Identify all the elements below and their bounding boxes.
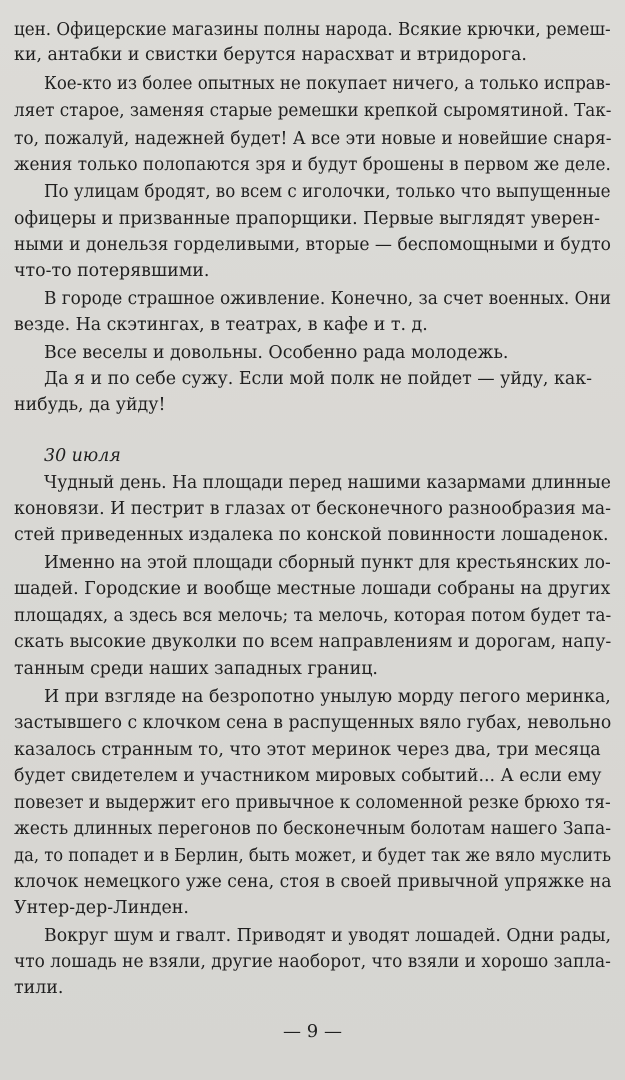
text-line: ными и донельзя горделивыми, вторые — беспомощными и будто	[14, 235, 611, 255]
text-line: тили.	[14, 978, 64, 998]
text-line: По улицам бродят, во всем с иголочки, только что выпущенные	[44, 182, 611, 202]
text-line: то, пожалуй, надежней будет! А все эти новые и новейшие снаря-	[14, 129, 612, 149]
text-line: Да я и по себе сужу. Если мой полк не пойдет — уйду, как-	[44, 369, 592, 389]
text-line: Унтер-дер-Линден.	[14, 898, 189, 918]
text-line: стей приведенных издалека по конской повинности лошаденок.	[14, 525, 609, 545]
text-line: повезет и выдержит его привычное к соломенной резке брюхо тя-	[14, 793, 611, 813]
text-line: В городе страшное оживление. Конечно, за счет военных. Они	[44, 289, 612, 309]
text-line: везде. На скэтингах, в театрах, в кафе и т. д.	[14, 315, 428, 335]
text-line: клочок немецкого уже сена, стоя в своей привычной упряжке на	[14, 872, 612, 892]
text-line: что-то потерявшими.	[14, 261, 210, 281]
text-line: шадей. Городские и вообще местные лошади собраны на других	[14, 579, 611, 599]
text-line: танным среди наших западных границ.	[14, 659, 378, 679]
text-line: ки, антабки и свистки берутся нарасхват и втридорога.	[14, 45, 527, 65]
text-line: Именно на этой площади сборный пункт для крестьянских ло-	[44, 553, 611, 573]
text-line: Все веселы и довольны. Особенно рада молодежь.	[44, 343, 509, 363]
text-line: Чудный день. На площади перед нашими казармами длинные	[44, 473, 611, 493]
text-line: да, то попадет и в Берлин, быть может, и будет так же вяло муслить	[14, 846, 611, 866]
text-line: Вокруг шум и гвалт. Приводят и уводят лошадей. Одни рады,	[44, 926, 612, 946]
text-line: площадях, а здесь вся мелочь; та мелочь, которая потом будет та-	[14, 606, 612, 626]
text-line: нибудь, да уйду!	[14, 395, 166, 415]
text-line: будет свидетелем и участником мировых событий... А если ему	[14, 766, 602, 786]
text-line: коновязи. И пестрит в глазах от бесконечного разнообразия ма-	[14, 499, 611, 519]
text-line: скать высокие двуколки по всем направлениям и дорогам, напу-	[14, 632, 612, 652]
text-line: жения только полопаются зря и будут брошены в первом же деле.	[14, 155, 611, 175]
text-line: ляет старое, заменяя старые ремешки крепкой сыромятиной. Так-	[14, 101, 612, 121]
text-line: офицеры и призванные прапорщики. Первые выглядят уверен-	[14, 209, 600, 229]
text-line: застывшего с клочком сена в распущенных вяло губах, невольно	[14, 713, 612, 733]
text-line: казалось странным то, что этот меринок через два, три месяца	[14, 740, 601, 760]
text-line: И при взгляде на безропотно унылую морду пегого меринка,	[44, 687, 611, 707]
text-line: жесть длинных перегонов по бесконечным болотам нашего Запа-	[14, 819, 611, 839]
text-line: Кое-кто из более опытных не покупает ничего, а только исправ-	[44, 74, 611, 94]
text-line: цен. Офицерские магазины полны народа. Всякие крючки, ремеш-	[14, 20, 611, 40]
date-heading: 30 июля	[44, 446, 121, 466]
page-number: — 9 —	[283, 1021, 342, 1042]
text-line: что лошадь не взяли, другие наоборот, что взяли и хорошо запла-	[14, 952, 611, 972]
